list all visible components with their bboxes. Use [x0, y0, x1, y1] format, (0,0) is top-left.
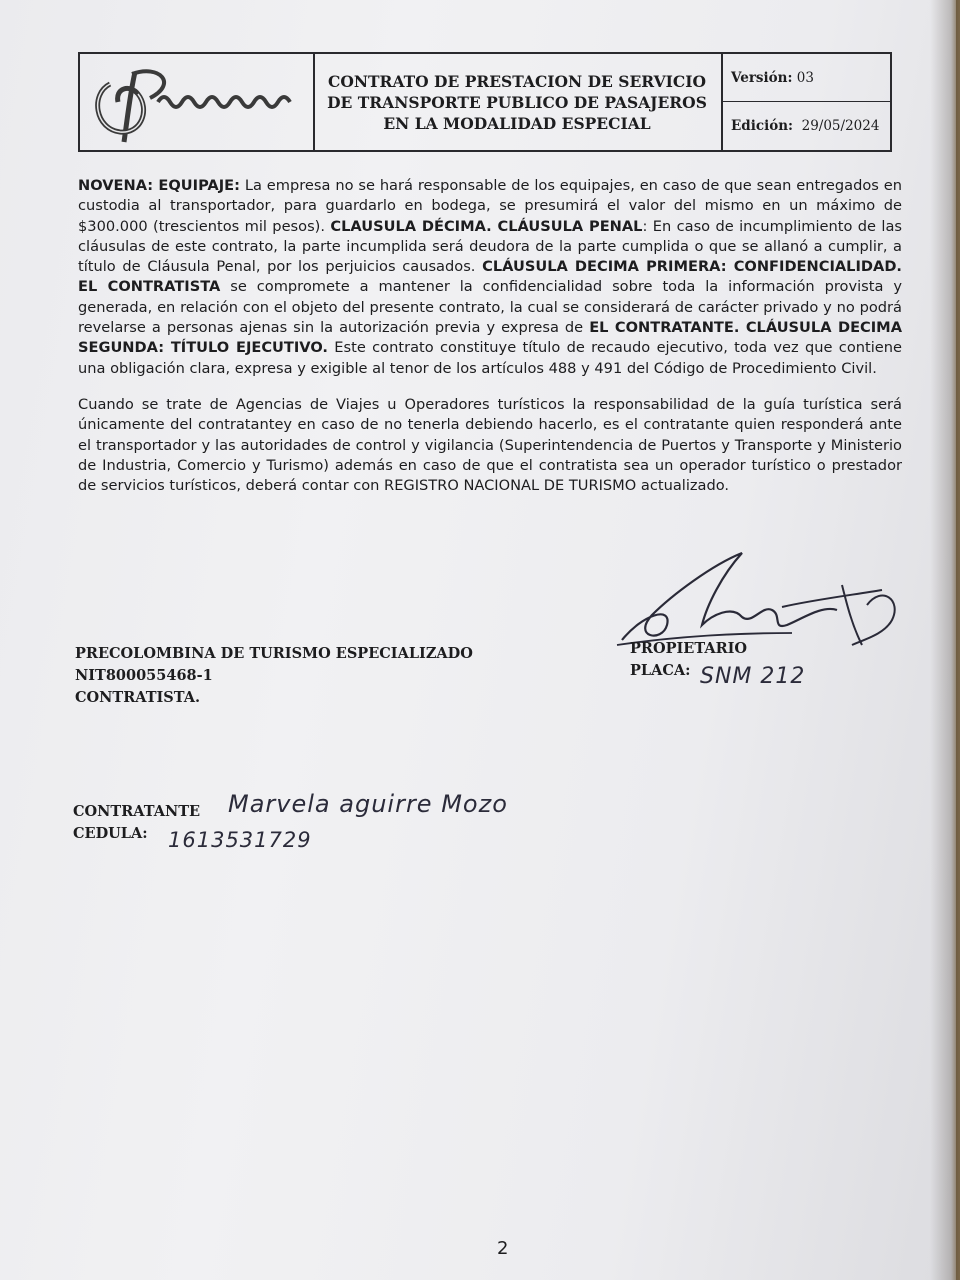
title-line-3: EN LA MODALIDAD ESPECIAL — [383, 113, 651, 133]
plate-value: SNM 212 — [700, 664, 806, 689]
title-line-2: DE TRANSPORTE PUBLICO DE PASAJEROS — [327, 92, 707, 112]
clause-twelfth-text: Este contrato constituye título de recaudo ejecutivo, toda vez que contiene una obligación clara, expresa y exigible al tenor de los artículos 488 y 491 del Código de Procedimiento Civil. — [78, 339, 902, 377]
edition-value: 29/05/2024 — [801, 118, 880, 134]
document-meta — [723, 54, 890, 150]
clauses-paragraph — [78, 176, 902, 379]
version-cell — [723, 54, 890, 102]
contract-body — [78, 176, 902, 512]
clause-tenth-heading: CLAUSULA DÉCIMA. CLÁUSULA PENAL — [330, 217, 643, 235]
plate-label: PLACA: — [630, 662, 691, 679]
document-header — [78, 52, 892, 152]
contractor-name: PRECOLOMBINA DE TURISMO ESPECIALIZADO — [75, 645, 473, 662]
version-value: 03 — [796, 69, 814, 86]
clause-eleventh-text: se compromete a mantener la confidencialidad sobre toda la información provista y generada, en relación con el objeto del presente contrato, la cual se considerará de carácter privado y no podrá revelarse a personas ajenas sin la autorización previa y expresa de — [78, 278, 902, 337]
clause-tenth-text: : En caso de incumplimiento de las cláusulas de este contrato, la parte incumplida será deudora de la parte cumplida o que se allanó a cumplir, a título de Cláusula Penal, por los perjuicios causados. — [78, 217, 902, 276]
logo-script-mark — [80, 54, 313, 150]
client-id-value: 1613531729 — [168, 828, 312, 852]
clause-twelfth-heading: EL CONTRATANTE. CLÁUSULA DECIMA SEGUNDA: TÍTULO EJECUTIVO. — [78, 319, 902, 357]
version-label: Versión: — [731, 69, 793, 86]
page-edge-shadow — [930, 0, 960, 1280]
tourism-paragraph: Cuando se trate de Agencias de Viajes u Operadores turísticos la responsabilidad de la guía turística será únicamente del contratantey en caso de no tenerla debiendo hacerlo, es el contratante quien responderá ante el transportador y las autoridades de control y vigilancia (Superintendencia de Puertos y Transporte y Ministerio de Industria, Comercio y Turismo) además en caso de que el contratista sea un operador turístico o prestador de servicios turísticos, deberá contar con REGISTRO NACIONAL DE TURISMO actualizado. — [78, 395, 902, 495]
edition-cell — [723, 102, 890, 150]
clause-eleventh-heading: CLÁUSULA DECIMA PRIMERA: CONFIDENCIALIDAD. EL CONTRATISTA — [78, 258, 902, 296]
owner-label: PROPIETARIO — [630, 640, 748, 657]
client-name-value: Marvela aguirre Mozo — [228, 790, 508, 818]
contractor-block — [75, 643, 473, 709]
clause-ninth-text: La empresa no se hará responsable de los equipajes, en caso de que sean entregados en custodia al transportador, para guardarlo en bodega, se presumirá el valor del mismo en un máximo de $300.000 (trescientos mil pesos). — [78, 177, 902, 235]
contractor-role: CONTRATISTA. — [75, 689, 201, 706]
client-label: CONTRATANTE — [73, 803, 201, 820]
contractor-nit: NIT800055468-1 — [75, 667, 213, 684]
title-line-1: CONTRATO DE PRESTACION DE SERVICIO — [328, 71, 706, 91]
edition-label: Edición: — [731, 118, 794, 134]
contract-title — [313, 54, 723, 150]
client-id-label: CEDULA: — [73, 825, 148, 842]
page-number: 2 — [497, 1238, 509, 1259]
company-logo — [80, 54, 315, 150]
clause-ninth-heading: NOVENA: EQUIPAJE: — [78, 177, 240, 194]
